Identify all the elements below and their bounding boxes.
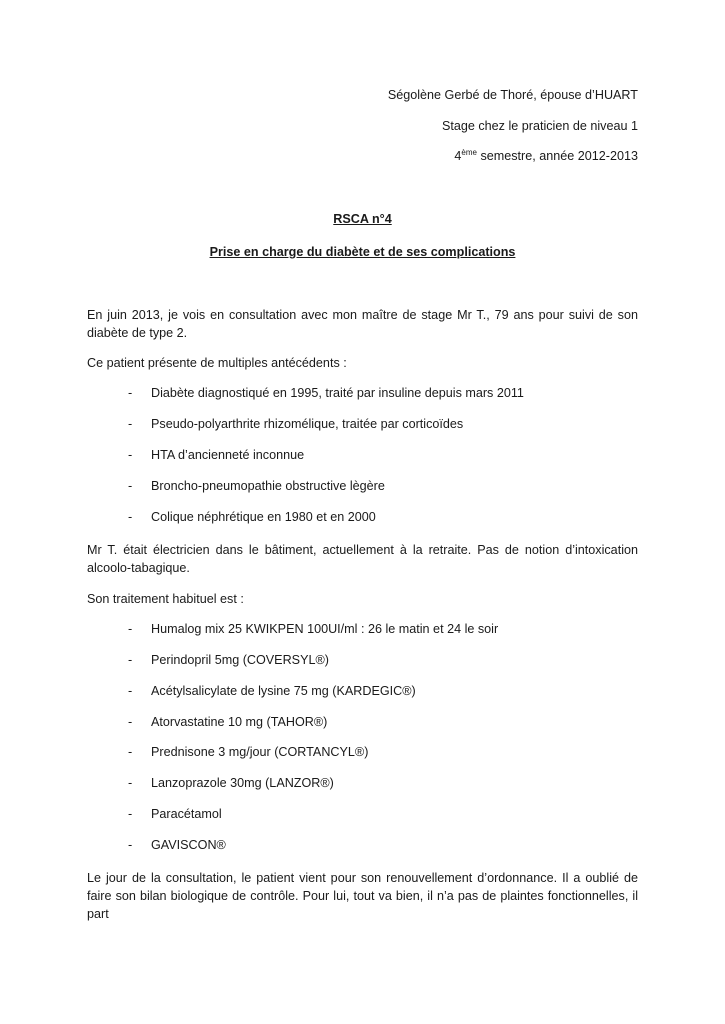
bullet-dash: -: [128, 745, 133, 759]
semester-superscript: ème: [461, 148, 477, 157]
semester-text: semestre, année 2012-2013: [476, 149, 638, 163]
bullet-dash: -: [128, 653, 133, 667]
subject-title: Prise en charge du diabète et de ses complications: [209, 245, 516, 259]
antecedent-text: Pseudo-polyarthrite rhizomélique, traitée par corticoïdes: [151, 417, 464, 431]
treatment-item: [128, 684, 416, 698]
treatment-text: Paracétamol: [151, 807, 222, 821]
semester-number: 4: [454, 149, 462, 163]
rsca-title: RSCA n°4: [333, 212, 392, 226]
antecedent-text: Colique néphrétique en 1980 et en 2000: [151, 510, 376, 524]
treatment-text: Lanzoprazole 30mg (LANZOR®): [151, 776, 334, 790]
bullet-dash: -: [128, 715, 133, 729]
treatment-intro: Son traitement habituel est :: [87, 592, 244, 606]
treatment-text: Atorvastatine 10 mg (TAHOR®): [151, 715, 328, 729]
treatment-item: [128, 745, 368, 759]
antecedent-text: Broncho-pneumopathie obstructive lègère: [151, 479, 385, 493]
treatment-text: Acétylsalicylate de lysine 75 mg (KARDEGIC®): [151, 684, 416, 698]
treatment-text: GAVISCON®: [151, 838, 226, 852]
treatment-text: Humalog mix 25 KWIKPEN 100UI/ml : 26 le matin et 24 le soir: [151, 622, 499, 636]
bullet-dash: -: [128, 479, 133, 493]
bullet-dash: -: [128, 510, 133, 524]
treatment-text: Prednisone 3 mg/jour (CORTANCYL®): [151, 745, 369, 759]
stage-line: Stage chez le praticien de niveau 1: [441, 119, 638, 133]
antecedents-intro: Ce patient présente de multiples antécédents :: [87, 356, 347, 370]
treatment-item: [128, 622, 498, 636]
profession-paragraph: Mr T. était électricien dans le bâtiment, actuellement à la retraite. Pas de notion d’intoxication alcoolo-tabagique.: [87, 543, 638, 575]
bullet-dash: -: [128, 684, 133, 698]
treatment-text: Perindopril 5mg (COVERSYL®): [151, 653, 329, 667]
treatment-item: [128, 776, 334, 790]
treatment-item: [128, 715, 327, 729]
antecedent-text: Diabète diagnostiqué en 1995, traité par insuline depuis mars 2011: [151, 386, 524, 400]
semester-line: [454, 149, 638, 163]
treatment-item: [128, 838, 226, 852]
antecedent-item: [128, 479, 385, 493]
bullet-dash: -: [128, 417, 133, 431]
antecedent-item: [128, 417, 463, 431]
bullet-dash: -: [128, 448, 133, 462]
bullet-dash: -: [128, 622, 133, 636]
bullet-dash: -: [128, 838, 133, 852]
antecedent-item: [128, 448, 304, 462]
author-line: Ségolène Gerbé de Thoré, épouse d’HUART: [387, 88, 638, 102]
treatment-item: [128, 807, 222, 821]
intro-paragraph: En juin 2013, je vois en consultation avec mon maître de stage Mr T., 79 ans pour suivi de son diabète de type 2.: [87, 308, 638, 340]
antecedent-item: [128, 510, 376, 524]
treatment-item: [128, 653, 329, 667]
bullet-dash: -: [128, 776, 133, 790]
consultation-paragraph: Le jour de la consultation, le patient vient pour son renouvellement d’ordonnance. Il a oublié de faire son bilan biologique de contrôle. Pour lui, tout va bien, il n’a pas de plaintes fonctionnelles, il part: [87, 871, 638, 921]
antecedent-item: [128, 386, 524, 400]
bullet-dash: -: [128, 386, 133, 400]
antecedent-text: HTA d’ancienneté inconnue: [151, 448, 305, 462]
bullet-dash: -: [128, 807, 133, 821]
